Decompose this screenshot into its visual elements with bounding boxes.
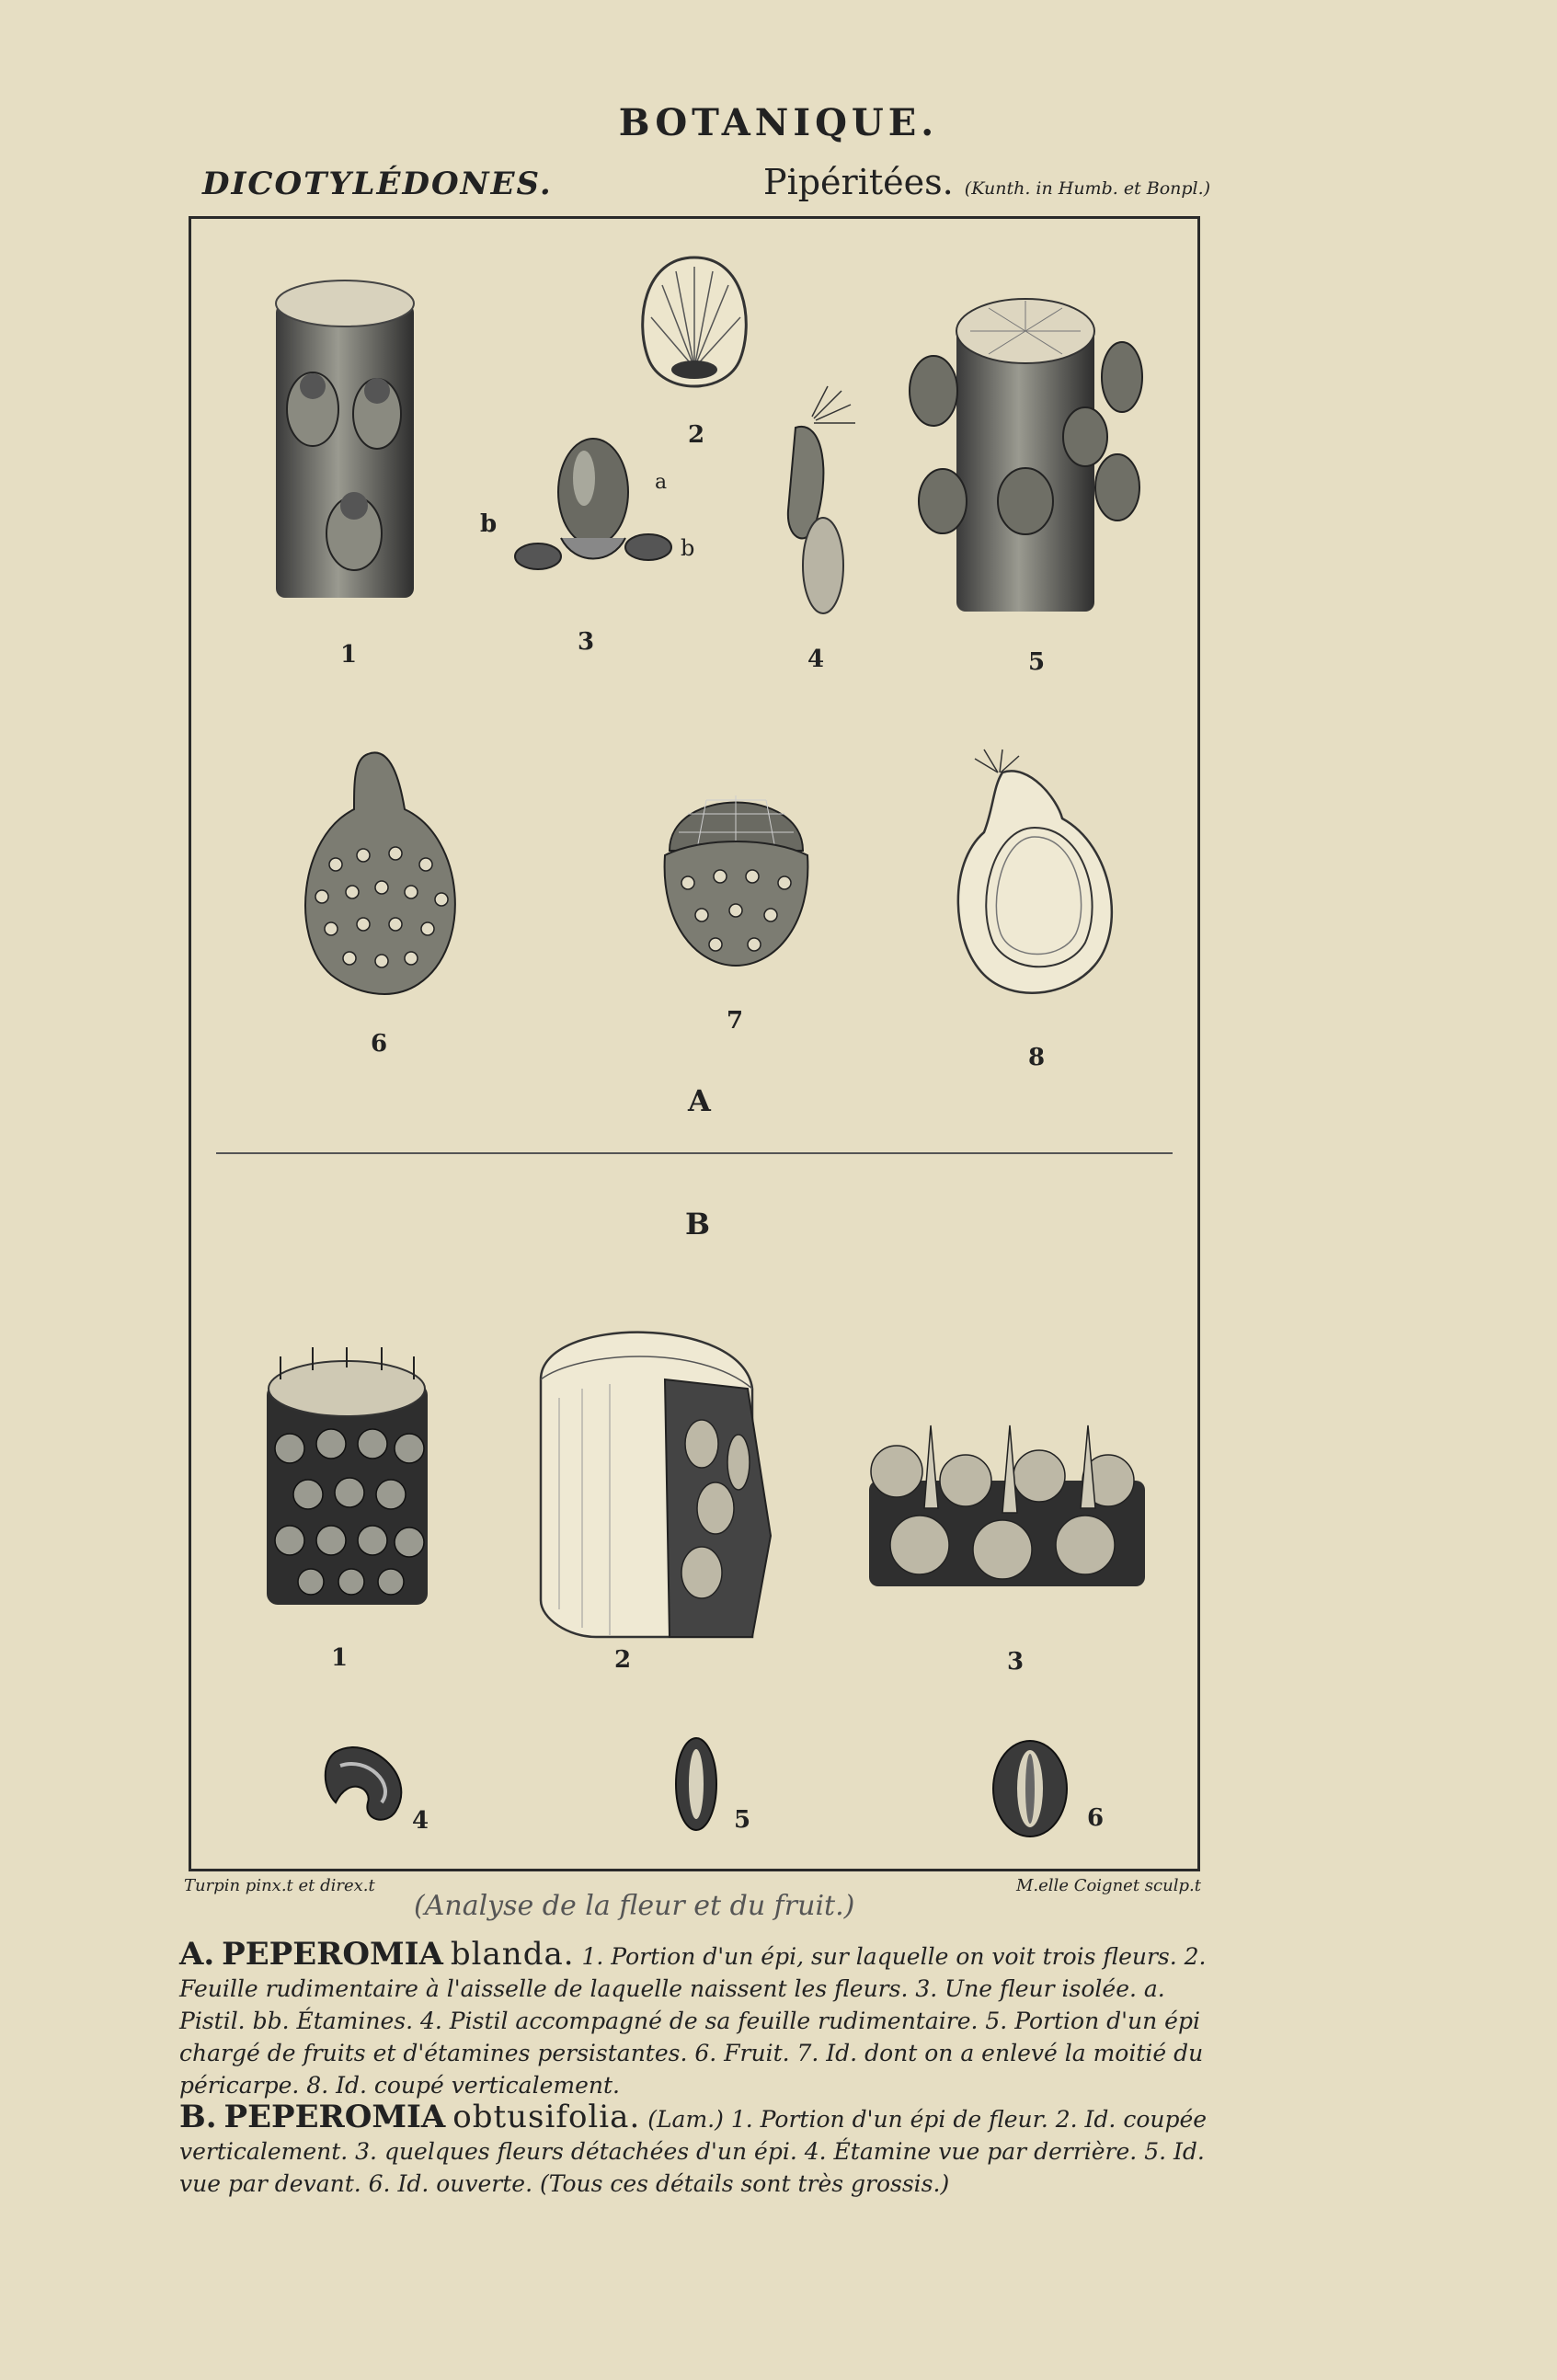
credit-engraver: M.elle Coignet sculp.t — [1016, 1876, 1201, 1895]
figure-b2-spike-section — [541, 1324, 780, 1651]
plate-caption: (Analyse de la fleur et du fruit.) — [414, 1890, 855, 1922]
credit-painter: Turpin pinx.t et direx.t — [184, 1876, 375, 1895]
figure-b1-flower-spike — [258, 1347, 437, 1614]
plate-title: BOTANIQUE. — [618, 101, 939, 144]
figure-a8-fruit-section — [947, 745, 1127, 1007]
legend-b-species: obtusifolia. — [452, 2099, 641, 2135]
figure-b6-stamen-open — [989, 1738, 1071, 1839]
figure-number-b2: 2 — [614, 1646, 632, 1674]
legend-entry-b — [179, 2101, 1219, 2200]
figure-a7-fruit-opened — [651, 768, 821, 975]
label-a3-a: a — [655, 471, 668, 494]
section-divider — [216, 1152, 1173, 1154]
figure-a3-flower — [510, 428, 676, 593]
label-a3-b-left: b — [480, 510, 498, 538]
figure-a2-leaf — [625, 248, 763, 405]
figure-number-b3: 3 — [1007, 1648, 1025, 1676]
figure-number-b4: 4 — [412, 1807, 429, 1835]
legend-a-prefix: A. — [179, 1936, 215, 1973]
class-heading: DICOTYLÉDONES. — [202, 166, 553, 202]
section-label-b: B — [685, 1207, 711, 1241]
figure-a4-pistil — [759, 382, 860, 616]
figure-number-a7: 7 — [727, 1007, 744, 1035]
figure-number-a3: 3 — [578, 628, 595, 656]
figure-number-a4: 4 — [807, 646, 825, 673]
figure-number-a6: 6 — [371, 1030, 388, 1058]
figure-b5-stamen-front — [671, 1734, 722, 1835]
figure-number-b5: 5 — [734, 1806, 751, 1834]
family-authority: (Kunth. in Humb. et Bonpl.) — [964, 178, 1211, 199]
figure-number-a1: 1 — [340, 641, 358, 669]
legend-a-genus: PEPEROMIA — [222, 1936, 443, 1973]
family-name: Pipéritées. — [763, 162, 954, 202]
figure-a5-fruiting-spike — [897, 290, 1145, 621]
figure-a6-fruit — [290, 745, 474, 998]
legend-b-text: (Lam.) 1. Portion d'un épi de fleur. 2. Id. coupée verticalement. 3. quelques fleurs détachées d'un épi. 4. Étamine vue par derrière. 5. Id. vue par devant. 6. Id. ouverte. (Tous ces détails sont très grossis.) — [179, 2106, 1208, 2197]
legend-b-genus: PEPEROMIA — [223, 2099, 446, 2135]
figure-a1-spike-portion — [267, 276, 432, 607]
figure-number-b6: 6 — [1087, 1804, 1105, 1832]
figure-b4-stamen-back — [322, 1738, 418, 1830]
legend-entry-a — [179, 1936, 1219, 2101]
plate-legend — [179, 1936, 1219, 2200]
legend-b-prefix: B. — [179, 2099, 217, 2135]
section-label-a: A — [688, 1083, 711, 1118]
figure-number-b1: 1 — [331, 1644, 349, 1672]
legend-a-species: blanda. — [450, 1936, 575, 1973]
label-a3-b-right: b — [681, 535, 695, 561]
figure-number-a2: 2 — [688, 421, 705, 449]
figure-number-a8: 8 — [1028, 1044, 1046, 1071]
legend-a-text: 1. Portion d'un épi, sur laquelle on voit trois fleurs. 2. Feuille rudimentaire à l'aisselle de laquelle naissent les fleurs. 3. Une fleur isolée. a. Pistil. bb. Étamines. 4. Pistil accompagné de sa feuille rudimentaire. 5. Portion d'un épi chargé de fruits et d'étamines persistantes. 6. Fruit. 7. Id. dont on a enlevé la moitié du péricarpe. 8. Id. coupé verticalement. — [179, 1943, 1207, 2099]
figure-number-a5: 5 — [1028, 648, 1046, 676]
family-heading — [763, 162, 1210, 202]
figure-b3-detached-flowers — [864, 1425, 1150, 1596]
